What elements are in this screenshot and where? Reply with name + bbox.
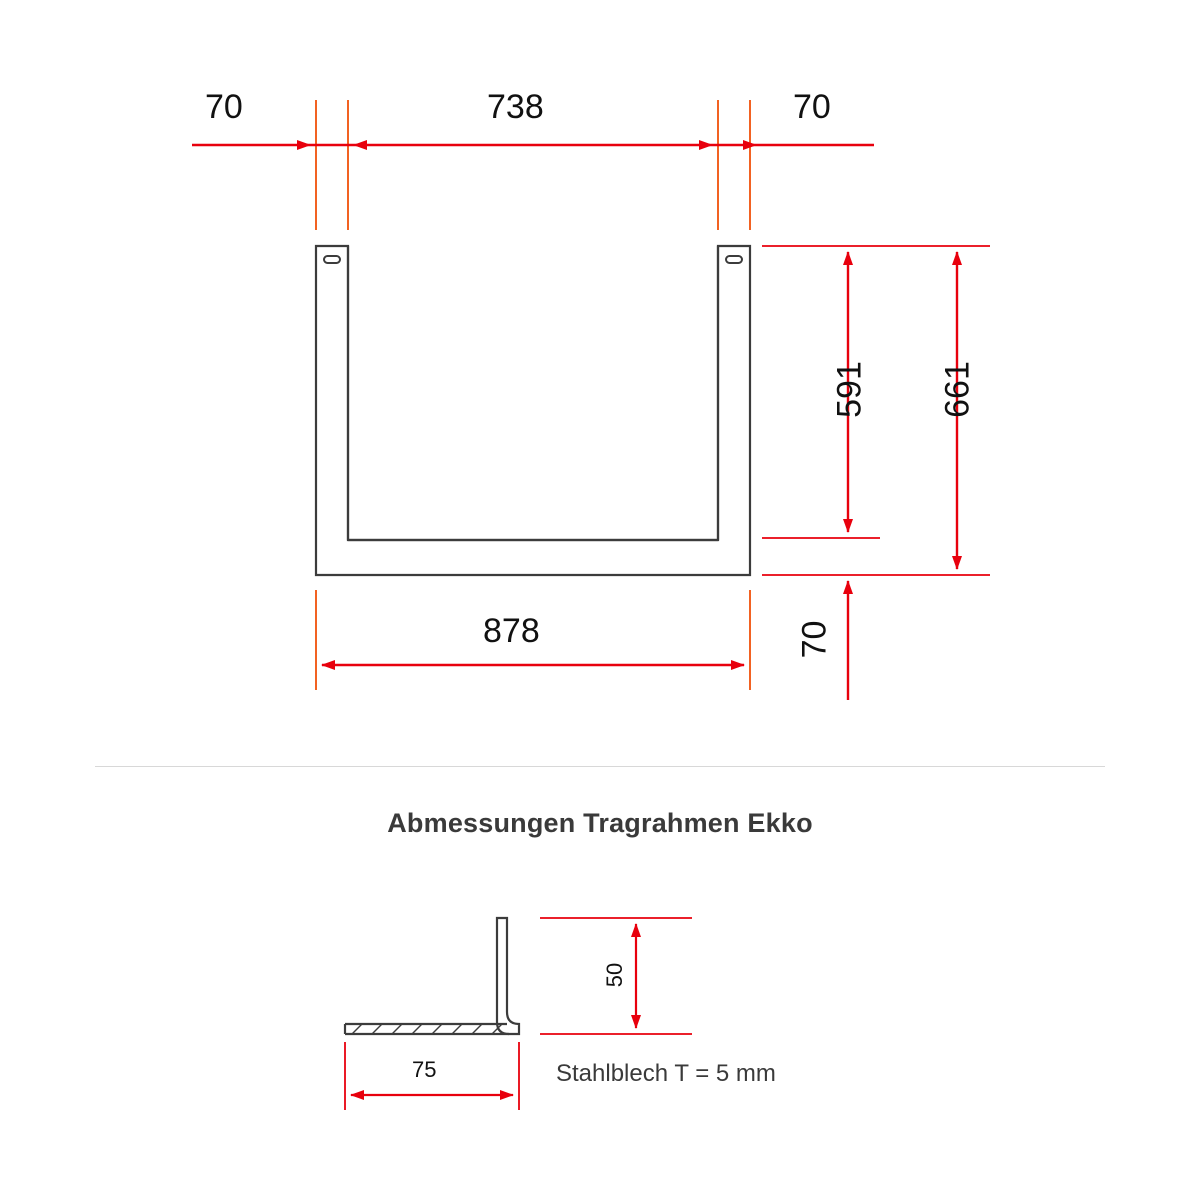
dimension-label-right-70: 70 <box>795 620 834 659</box>
detail-label-width-75: 75 <box>412 1057 437 1082</box>
dimension-label-top-left-70: 70 <box>205 88 243 126</box>
detail-label-height-50: 50 <box>602 962 627 988</box>
frame-outline <box>316 246 750 575</box>
angle-profile-outline <box>345 918 519 1034</box>
mounting-slot-right <box>726 256 742 263</box>
dimension-label-bottom-878: 878 <box>483 612 540 650</box>
dimension-label-right-661: 661 <box>938 361 977 418</box>
page-title: Abmessungen Tragrahmen Ekko <box>387 808 813 838</box>
dimension-label-top-right-70: 70 <box>793 88 831 126</box>
mounting-slot-left <box>324 256 340 263</box>
angle-profile-hatching <box>352 1024 502 1034</box>
material-note: Stahlblech T = 5 mm <box>556 1060 776 1087</box>
section-divider <box>95 766 1105 767</box>
dimension-label-top-738: 738 <box>487 88 544 126</box>
dimension-label-right-591: 591 <box>830 361 869 418</box>
